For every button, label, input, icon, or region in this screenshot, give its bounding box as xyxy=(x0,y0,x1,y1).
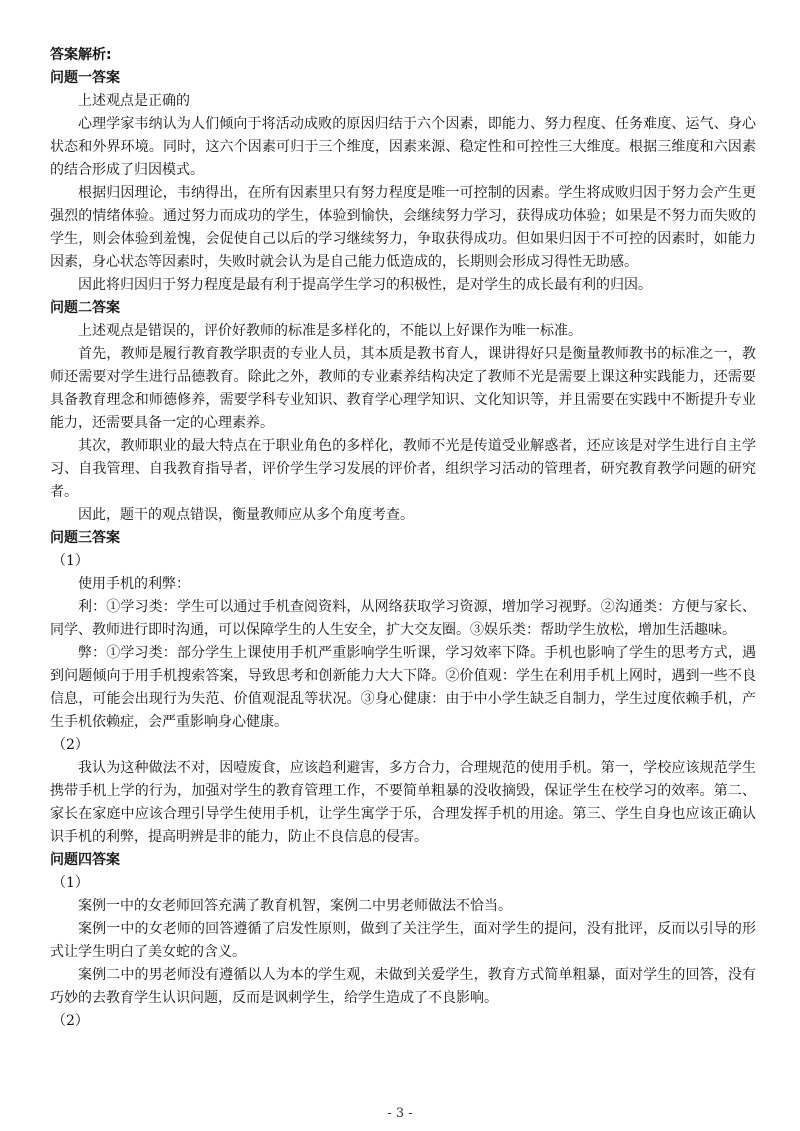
q3-paragraph: 利：①学习类：学生可以通过手机查阅资料，从网络获取学习资源，增加学习视野。②沟通类：方便与家长、同学、教师进行即时沟通，可以保障学生的人生安全，扩大交友圈。③娱乐类：帮助学生放松，增加生活趣味。 xyxy=(50,599,756,638)
q2-paragraph: 其次，教师职业的最大特点在于职业角色的多样化，教师不光是传道受业解惑者，还应该是对学生进行自主学习、自我管理、自我教育指导者，评价学生学习发展的评价者，组织学习活动的管理者，研究教育教学问题的研究者。 xyxy=(50,438,756,500)
q2-body xyxy=(50,320,756,527)
answer-content xyxy=(50,44,756,1033)
q4-paragraph: 案例一中的女老师回答充满了教育机智，案例二中男老师做法不恰当。 xyxy=(78,898,512,914)
q2-paragraph: 上述观点是错误的，评价好教师的标准是多样化的，不能以上好课作为唯一标准。 xyxy=(78,323,582,339)
q1-paragraph: 上述观点是正确的 xyxy=(78,93,190,109)
q1-heading: 问题一答案 xyxy=(50,70,120,86)
page-number: - 3 - xyxy=(387,1106,413,1121)
q2-heading: 问题二答案 xyxy=(50,300,120,316)
q1-body xyxy=(50,90,756,297)
q4-heading: 问题四答案 xyxy=(50,852,120,868)
analysis-title: 答案解析: xyxy=(50,47,112,63)
q3-part2-body xyxy=(50,757,756,849)
q3-paragraph: 弊：①学习类：部分学生上课使用手机严重影响学生听课，学习效率下降。手机也影响了学生的思考方式，遇到问题倾向于用手机搜索答案，导致思考和创新能力大大下降。②价值观：学生在利用手机上网时，遇到一些不良信息，可能会出现行为失范、价值观混乱等状况。③身心健康：由于中小学生缺乏自制力，学生过度依赖手机，产生手机依赖症，会严重影响身心健康。 xyxy=(50,645,756,730)
q2-paragraph: 因此，题干的观点错误，衡量教师应从多个角度考查。 xyxy=(78,507,414,523)
q3-part1-label: （1） xyxy=(52,553,89,569)
q1-paragraph: 心理学家韦纳认为人们倾向于将活动成败的原因归结于六个因素，即能力、努力程度、任务难度、运气、身心状态和外界环境。同时，这六个因素可归于三个维度，因素来源、稳定性和可控性三大维度。根据三维度和六因素的结合形成了归因模式。 xyxy=(50,116,756,178)
q4-part1-body xyxy=(50,895,756,1010)
q3-paragraph: 我认为这种做法不对，因噎废食，应该趋利避害，多方合力，合理规范的使用手机。第一，学校应该规范学生携带手机上学的行为，加强对学生的教育管理工作，不要简单粗暴的没收摘毁，保证学生在校学习的效率。第二、家长在家庭中应该合理引导学生使用手机，让学生寓学于乐，合理发挥手机的用途。第三、学生自身也应该正确认识手机的利弊，提高明辨是非的能力，防止不良信息的侵害。 xyxy=(50,760,756,845)
q4-part1-label: （1） xyxy=(52,875,89,891)
q2-paragraph: 首先，教师是履行教育教学职责的专业人员，其本质是教书育人，课讲得好只是衡量教师教书的标准之一，教师还需要对学生进行品德教育。除此之外，教师的专业素养结构决定了教师不光是需要上课这种实践能力，还需要具备教育理念和师德修养，需要学科专业知识、教育学心理学知识、文化知识等，并且需要在实践中不断提升专业能力，还需要具备一定的心理素养。 xyxy=(50,346,756,431)
q3-part1-body xyxy=(50,573,756,734)
q1-paragraph: 根据归因理论，韦纳得出，在所有因素里只有努力程度是唯一可控制的因素。学生将成败归因于努力会产生更强烈的情绪体验。通过努力而成功的学生，体验到愉快，会继续努力学习，获得成功体验；如果是不努力而失败的学生，则会体验到羞愧，会促使自己以后的学习继续努力，争取获得成功。但如果归因于不可控的因素时，如能力因素，身心状态等因素时，失败时就会认为是自己能力低造成的，长期则会形成习得性无助感。 xyxy=(50,185,756,270)
q4-paragraph: 案例二中的男老师没有遵循以人为本的学生观，未做到关爱学生，教育方式简单粗暴，面对学生的回答，没有巧妙的去教育学生认识问题，反而是讽刺学生，给学生造成了不良影响。 xyxy=(50,967,756,1006)
q4-part2-label: （2） xyxy=(52,1013,89,1029)
q3-paragraph: 使用手机的利弊： xyxy=(78,576,190,592)
q3-heading: 问题三答案 xyxy=(50,530,120,546)
q1-paragraph: 因此将归因归于努力程度是最有利于提高学生学习的积极性，是对学生的成长最有利的归因。 xyxy=(78,277,652,293)
q4-paragraph: 案例一中的女老师的回答遵循了启发性原则，做到了关注学生，面对学生的提问，没有批评，反而以引导的形式让学生明白了美女蛇的含义。 xyxy=(50,921,756,960)
q3-part2-label: （2） xyxy=(52,737,89,753)
